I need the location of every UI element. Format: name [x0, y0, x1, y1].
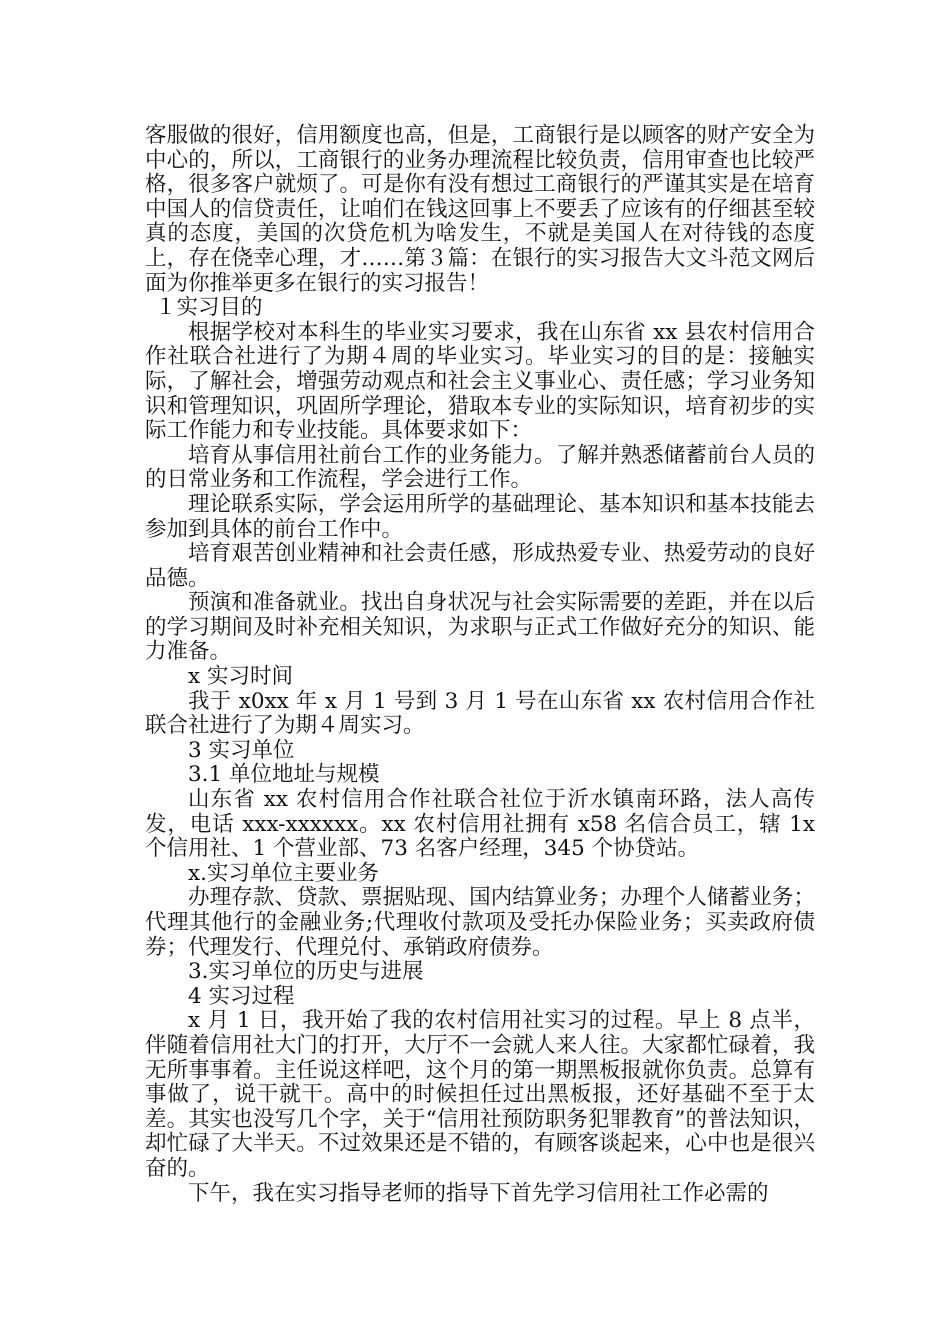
- paragraph-process-day1: x 月 1 日，我开始了我的农村信用社实习的过程。早上 8 点半，伴随着信用社大门的打开，大厅不一会就人来人往。大家都忙碌着，我无所事事着。主任说这样吧，这个月的第一期黑板报就你负责。总算有事做了，说干就干。高中的时候担任过出黑板报，还好基础不至于太差。其实也没写几个字，关于“信用社预防职务犯罪教育”的普法知识，却忙碌了大半天。不过效果还是不错的，有顾客谈起来，心中也是很兴奋的。: [145, 1008, 815, 1181]
- heading-internship-unit: 3 实习单位: [188, 737, 295, 763]
- paragraph-purpose: 根据学校对本科生的毕业实习要求，我在山东省 xx 县农村信用合作社联合社进行了为期４周的毕业实习。毕业实习的目的是：接触实际，了解社会，增强劳动观点和社会主义事业心、责任感；学习业务知识和管理知识，巩固所学理论，猎取本专业的实际知识，培育初步的实际工作能力和专业技能。具体要求如下：: [145, 319, 815, 444]
- heading-unit-business: x.实习单位主要业务: [188, 860, 379, 886]
- paragraph-time: 我于 x0xx 年 x 月 1 号到 3 月 1 号在山东省 xx 农村信用合作社联合社进行了为期４周实习。: [145, 688, 815, 739]
- paragraph-requirement-3: 培育艰苦创业精神和社会责任感，形成热爱专业、热爱劳动的良好品德。: [145, 541, 815, 591]
- paragraph-requirement-2: 理论联系实际，学会运用所学的基础理论、基本知识和基本技能去参加到具体的前台工作中。: [145, 491, 815, 542]
- heading-unit-history: 3.实习单位的历史与进展: [188, 959, 424, 985]
- heading-internship-time: x 实习时间: [188, 664, 293, 690]
- document-body: [145, 124, 815, 1206]
- paragraph-unit-business: 办理存款、贷款、票据贴现、国内结算业务；办理个人储蓄业务；代理其他行的金融业务;代理收付款项及受托办保险业务；买卖政府债券；代理发行、代理兑付、承销政府债券。: [145, 885, 815, 960]
- paragraph-intro: 客服做的很好，信用额度也高，但是，工商银行是以顾客的财产安全为中心的，所以，工商银行的业务办理流程比较负责，信用审查也比较严格，很多客户就烦了。可是你有没有想过工商银行的严谨其实是在培育中国人的信贷责任，让咱们在钱这回事上不要丢了应该有的仔细甚至较真的态度，美国的次贷危机为啥发生，不就是美国人在对待钱的态度上，存在侥幸心理，才……第３篇：在银行的实习报告大文斗范文网后面为你推举更多在银行的实习报告！: [145, 123, 815, 296]
- paragraph-requirement-1: 培育从事信用社前台工作的业务能力。了解并熟悉储蓄前台人员的的日常业务和工作流程，学会进行工作。: [145, 442, 815, 493]
- paragraph-requirement-4: 预演和准备就业。找出自身状况与社会实际需要的差距，并在以后的学习期间及时补充相关知识，为求职与正式工作做好充分的知识、能力准备。: [145, 590, 815, 665]
- paragraph-process-afternoon: 下午，我在实习指导老师的指导下首先学习信用社工作必需的: [188, 1180, 769, 1206]
- heading-internship-purpose: １实习目的: [155, 295, 263, 321]
- heading-unit-address: 3.1 单位地址与规模: [188, 762, 380, 788]
- paragraph-unit-address: 山东省 xx 农村信用合作社联合社位于沂水镇南环路，法人高传发，电话 xxx-xxxxxx。xx 农村信用社拥有 x58 名信合员工，辖 1x 个信用社、1 个营业部、73 名客户经理，345 个协贷站。: [145, 787, 815, 862]
- heading-internship-process: 4 实习过程: [188, 983, 295, 1009]
